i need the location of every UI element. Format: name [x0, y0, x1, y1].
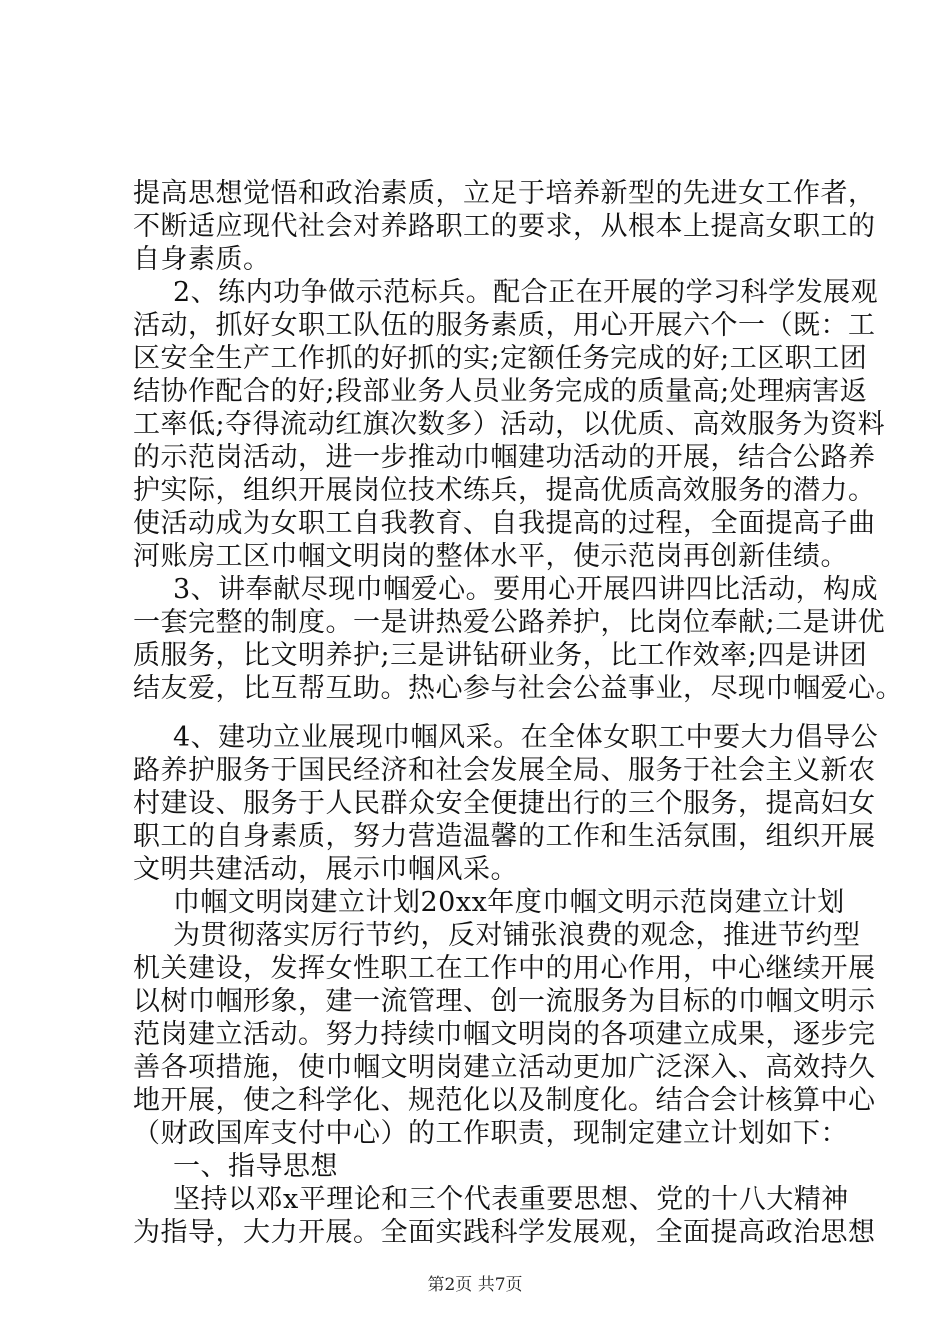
text-line: 使活动成为女职工自我教育、自我提高的过程，全面提高子曲 [133, 508, 876, 539]
text-line: 质服务，比文明养护;三是讲钻研业务，比工作效率;四是讲团 [133, 640, 868, 671]
text-line: 村建设、服务于人民群众安全便捷出行的三个服务，提高妇女 [133, 788, 876, 819]
text-line: 结协作配合的好;段部业务人员业务完成的质量高;处理病害返 [133, 376, 868, 407]
text-line: 3、讲奉献尽现巾帼爱心。要用心开展四讲四比活动，构成 [173, 574, 879, 605]
text-line: 地开展，使之科学化、规范化以及制度化。结合会计核算中心 [133, 1085, 876, 1116]
text-line: 一套完整的制度。一是讲热爱公路养护，比岗位奉献;二是讲优 [133, 607, 886, 638]
text-line: 提高思想觉悟和政治素质，立足于培养新型的先进女工作者， [133, 178, 876, 209]
text-line: 结友爱，比互帮互助。热心参与社会公益事业，尽现巾帼爱心。 [133, 673, 903, 704]
text-line: 4、建功立业展现巾帼风采。在全体女职工中要大力倡导公 [173, 722, 879, 753]
text-line: 自身素质。 [133, 244, 271, 275]
text-line: 河账房工区巾帼文明岗的整体水平，使示范岗再创新佳绩。 [133, 541, 848, 572]
text-line: （财政国库支付中心）的工作职责，现制定建立计划如下： [133, 1118, 848, 1149]
text-line: 坚持以邓x平理论和三个代表重要思想、党的十八大精神 [173, 1184, 849, 1215]
text-line: 的示范岗活动，进一步推动巾帼建功活动的开展，结合公路养 [133, 442, 876, 473]
text-line: 活动，抓好女职工队伍的服务素质，用心开展六个一（既：工 [133, 310, 876, 341]
text-line: 机关建设，发挥女性职工在工作中的用心作用，中心继续开展 [133, 953, 876, 984]
text-line: 范岗建立活动。努力持续巾帼文明岗的各项建立成果，逐步完 [133, 1019, 876, 1050]
page-number-footer: 第2页 共7页 [427, 1275, 523, 1295]
text-line: 护实际，组织开展岗位技术练兵，提高优质高效服务的潜力。 [133, 475, 876, 506]
text-line: 善各项措施，使巾帼文明岗建立活动更加广泛深入、高效持久 [133, 1052, 876, 1083]
text-line: 2、练内功争做示范标兵。配合正在开展的学习科学发展观 [173, 277, 879, 308]
text-line: 为贯彻落实厉行节约，反对铺张浪费的观念，推进节约型 [173, 920, 861, 951]
text-line: 一、指导思想 [173, 1151, 338, 1182]
text-line: 不断适应现代社会对养路职工的要求，从根本上提高女职工的 [133, 211, 876, 242]
text-line: 为指导，大力开展。全面实践科学发展观，全面提高政治思想 [133, 1217, 876, 1248]
text-line: 以树巾帼形象，建一流管理、创一流服务为目标的巾帼文明示 [133, 986, 876, 1017]
text-line: 路养护服务于国民经济和社会发展全局、服务于社会主义新农 [133, 755, 876, 786]
text-line: 巾帼文明岗建立计划20xx年度巾帼文明示范岗建立计划 [173, 887, 845, 918]
text-line: 职工的自身素质，努力营造温馨的工作和生活氛围，组织开展 [133, 821, 876, 852]
text-line: 文明共建活动，展示巾帼风采。 [133, 854, 518, 885]
text-line: 工率低;夺得流动红旗次数多）活动，以优质、高效服务为资料 [133, 409, 886, 440]
text-line: 区安全生产工作抓的好抓的实;定额任务完成的好;工区职工团 [133, 343, 868, 374]
